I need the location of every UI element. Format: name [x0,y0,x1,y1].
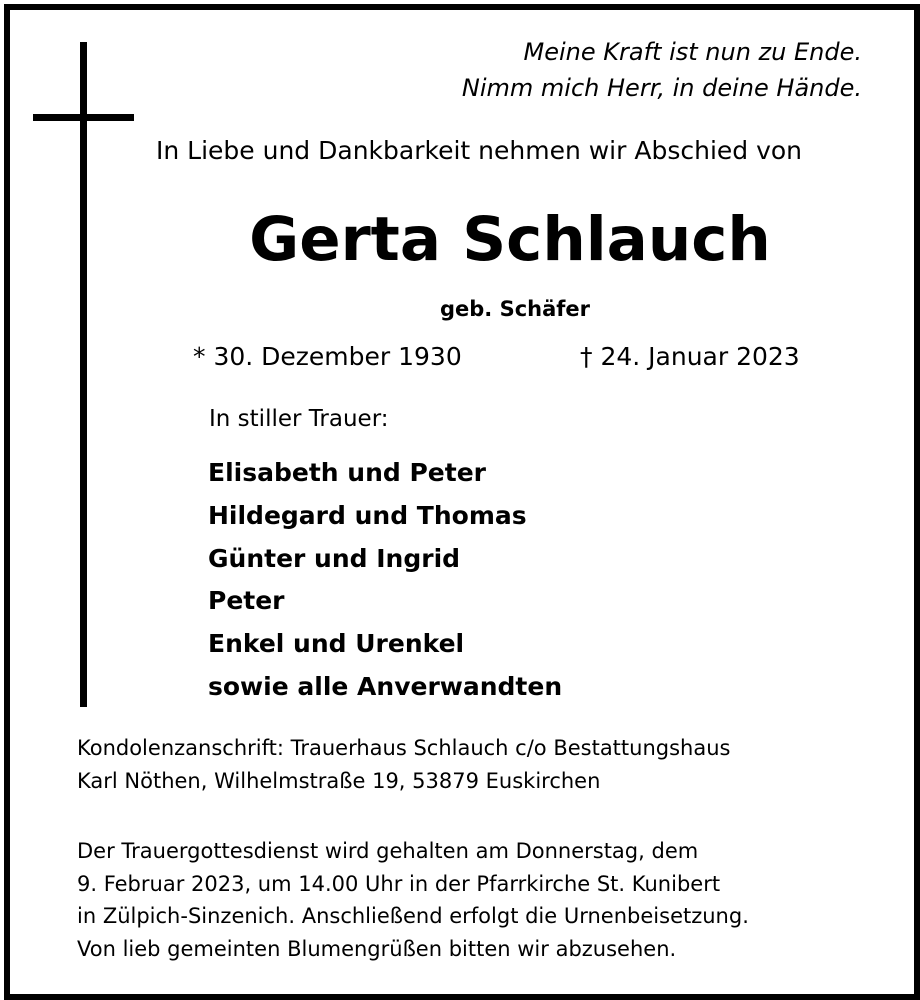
service-notice-line-4: Von lieb gemeinten Blumengrüßen bitten wir abzusehen. [77,936,677,961]
deceased-name: Gerta Schlauch [249,204,771,275]
intro-text: In Liebe und Dankbarkeit nehmen wir Abschied von [156,136,803,165]
death-date: † 24. Januar 2023 [580,342,800,371]
service-notice-line-1: Der Trauergottesdienst wird gehalten am Donnerstag, dem [77,839,699,863]
condolence-address-line-1: Kondolenzanschrift: Trauerhaus Schlauch c/o Bestattungshaus [77,736,731,760]
mourning-heading: In stiller Trauer: [209,406,389,432]
quote-line-2: Nimm mich Herr, in deine Hände. [461,74,862,102]
quote-line-1: Meine Kraft ist nun zu Ende. [523,38,862,66]
condolence-address [77,732,730,798]
mourner-item: Hildegard und Thomas [208,500,527,530]
maiden-name: geb. Schäfer [439,297,591,321]
mourners-list [208,452,562,709]
mourner-item: Günter und Ingrid [208,543,461,573]
service-notice-line-3: in Zülpich-Sinzenich. Anschließend erfolgt die Urnenbeisetzung. [77,904,749,928]
service-notice-line-2: 9. Februar 2023, um 14.00 Uhr in der Pfarrkirche St. Kunibert [77,871,721,896]
mourner-item: sowie alle Anverwandten [208,671,563,701]
condolence-address-line-2: Karl Nöthen, Wilhelmstraße 19, 53879 Euskirchen [77,769,601,793]
cross-icon-vertical-bar [80,42,87,707]
mourner-item: Peter [208,586,285,616]
mourner-item: Enkel und Urenkel [208,629,465,659]
cross-icon-horizontal-bar [33,114,134,121]
mourner-item: Elisabeth und Peter [208,458,486,487]
service-notice [77,835,749,965]
birth-date: * 30. Dezember 1930 [193,342,462,371]
